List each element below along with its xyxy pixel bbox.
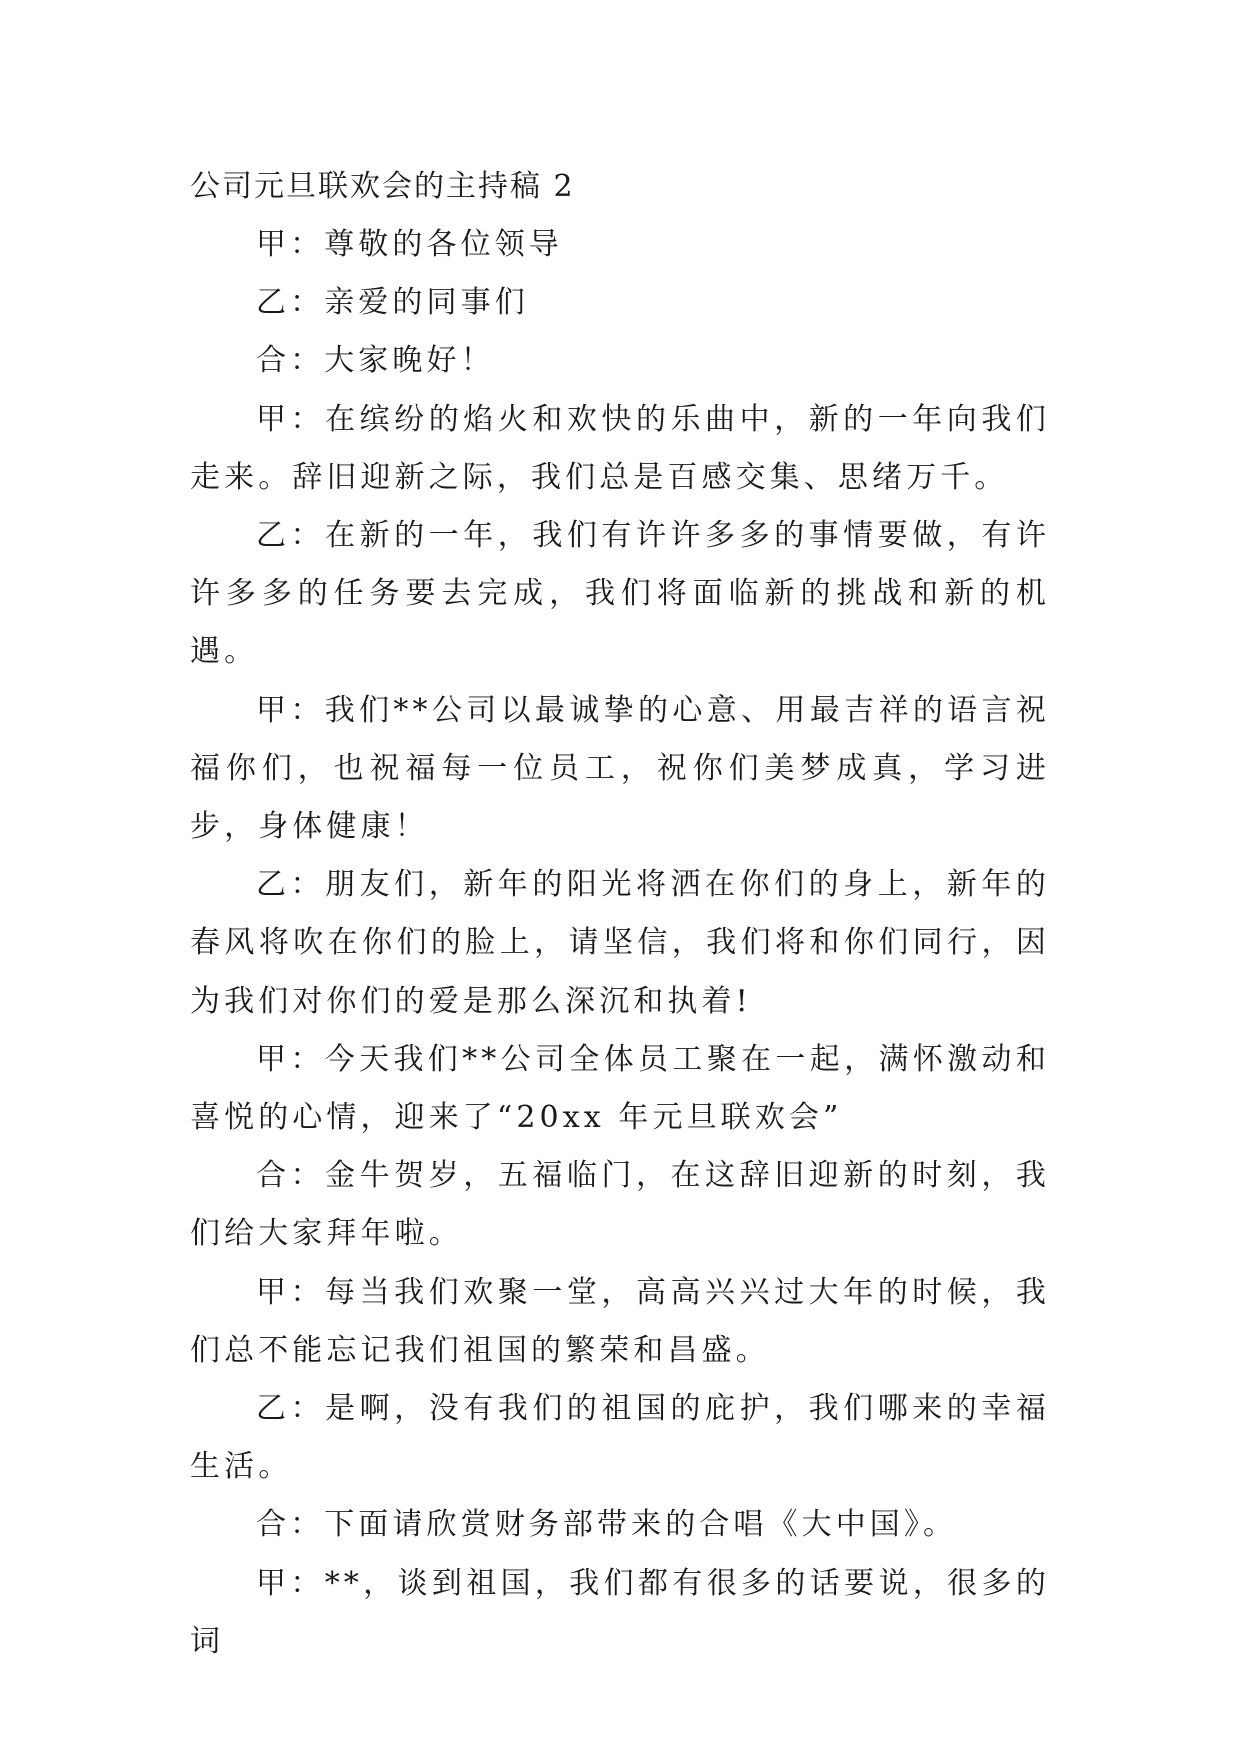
paragraph: 合：下面请欣赏财务部带来的合唱《大中国》。: [256, 1507, 958, 1543]
paragraph: 乙：亲爱的同事们: [256, 285, 529, 321]
paragraph: 乙：在新的一年，我们有许许多多的事情要做，有许许多多的任务要去完成，我们将面临新的挑战和新的机遇。: [190, 518, 1050, 670]
paragraph: 合：金牛贺岁，五福临门，在这辞旧迎新的时刻，我们给大家拜年啦。: [190, 1158, 1050, 1252]
paragraph: 甲：尊敬的各位领导: [256, 227, 563, 262]
paragraph: 甲：我们**公司以最诚挚的心意、用最吉祥的语言祝福你们，也祝福每一位员工，祝你们美梦成真，学习进步，身体健康！: [190, 692, 1050, 845]
paragraph: 合：大家晚好！: [256, 343, 495, 379]
document-title: 公司元旦联欢会的主持稿 2: [190, 169, 575, 204]
paragraph: 乙：朋友们，新年的阳光将洒在你们的身上，新年的春风将吹在你们的脸上，请坚信，我们将和你们同行，因为我们对你们的爱是那么深沉和执着!: [190, 867, 1050, 1019]
paragraph: 甲：在缤纷的焰火和欢快的乐曲中，新的一年向我们走来。辞旧迎新之际，我们总是百感交集、思绪万千。: [190, 401, 1050, 495]
paragraph: 乙：是啊，没有我们的祖国的庇护，我们哪来的幸福生活。: [190, 1391, 1050, 1485]
paragraph: 甲：今天我们**公司全体员工聚在一起，满怀激动和喜悦的心情，迎来了“20xx 年元旦联欢会”: [190, 1041, 1050, 1136]
paragraph: 甲：每当我们欢聚一堂，高高兴兴过大年的时候，我们总不能忘记我们祖国的繁荣和昌盛。: [190, 1274, 1050, 1368]
paragraph: 甲：**，谈到祖国，我们都有很多的话要说，很多的词: [190, 1565, 1050, 1659]
document-body: [190, 216, 1050, 1671]
